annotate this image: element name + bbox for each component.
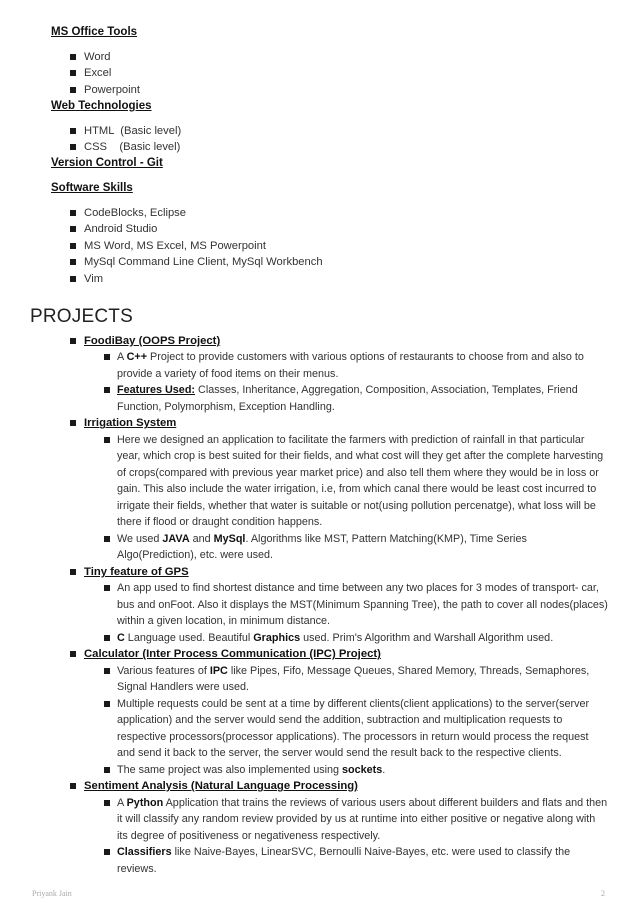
project-irrigation-desc-1: Here we designed an application to facilitate the farmers with prediction of rainfall in that particular year, which crop is best suited for their fields, and what cost will they get after the complete harvesting of crops(compared with previous year market price) and also tell them where they would be in loss or gain. This also include the water irrigation, i.e, from which canal there would be least cost incurred to irrigate their fields, whether that water is suitable or not(using pollution percenatge), what loss will be there if flood or draught condition happens. [0,432,638,531]
project-sentiment-desc-2: Classifiers like Naive-Bayes, LinearSVC, Bernoulli Naive-Bayes, etc. were used to classify the reviews. [0,844,638,877]
project-sentiment-desc-1: A Python Application that trains the reviews of various users about different builders and flats and then it will classify any random review provided by us at runtime into either positive or negative along with its degree of positiveness or negativeness respectively. [0,795,638,845]
list-item: Android Studio [0,221,323,237]
project-ipc-desc-3: The same project was also implemented using sockets. [0,762,638,779]
web-tech-heading: Web Technologies [51,100,152,112]
project-foodibay-desc-1: A C++ Project to provide customers with various options of restaurants to choose from and also to provide a variety of food items on their menus. [0,349,638,382]
list-item: MS Word, MS Excel, MS Powerpoint [0,238,323,254]
project-foodibay-desc-2: Features Used: Classes, Inheritance, Aggregation, Composition, Association, Templates, Friend Function, Polymorphism, Exception Handling. [0,382,638,415]
list-item: Vim [0,271,323,287]
project-foodibay-title: FoodiBay (OOPS Project) [0,333,638,349]
project-gps-title: Tiny feature of GPS [0,564,638,580]
list-item: HTML (Basic level) [0,123,181,139]
project-irrigation-desc-2: We used JAVA and MySql. Algorithms like MST, Pattern Matching(KMP), Time Series Algo(Prediction), etc. were used. [0,531,638,564]
list-item: CodeBlocks, Eclipse [0,205,323,221]
project-gps-desc-1: An app used to find shortest distance and time between any two places for 3 modes of transport- car, bus and onFoot. Also it displays the MST(Minimum Spanning Tree), the path to cover all nodes(places) within a given location, in minimum distance. [0,580,638,630]
project-irrigation-title: Irrigation System [0,415,638,431]
list-item: MySql Command Line Client, MySql Workbench [0,254,323,270]
software-skills-list [0,205,323,287]
footer-author: Priyank Jain [32,889,72,898]
web-tech-list [0,123,181,156]
ms-office-list [0,49,140,98]
list-item: Excel [0,65,140,81]
list-item: Word [0,49,140,65]
project-ipc-desc-1: Various features of IPC like Pipes, Fifo, Message Queues, Shared Memory, Threads, Semaphores, Signal Handlers were used. [0,663,638,696]
projects-title: PROJECTS [30,306,133,327]
project-ipc-desc-2: Multiple requests could be sent at a time by different clients(client applications) to the server(server application) and the server would send the addition, subtraction and multiplication requests to respective processors(processor applications). The processors in return would process the request and send it back to the server, the server would send the result back to the respective clients. [0,696,638,762]
project-sentiment-title: Sentiment Analysis (Natural Language Processing) [0,778,638,794]
list-item: Powerpoint [0,82,140,98]
software-skills-heading: Software Skills [51,182,133,194]
footer-page-number: 2 [601,889,605,898]
projects-list [0,333,638,877]
ms-office-heading: MS Office Tools [51,26,138,38]
list-item: CSS (Basic level) [0,139,181,155]
project-gps-desc-2: C Language used. Beautiful Graphics used. Prim's Algorithm and Warshall Algorithm used. [0,630,638,647]
version-control-heading: Version Control - Git [51,157,163,169]
project-ipc-title: Calculator (Inter Process Communication (IPC) Project) [0,646,638,662]
